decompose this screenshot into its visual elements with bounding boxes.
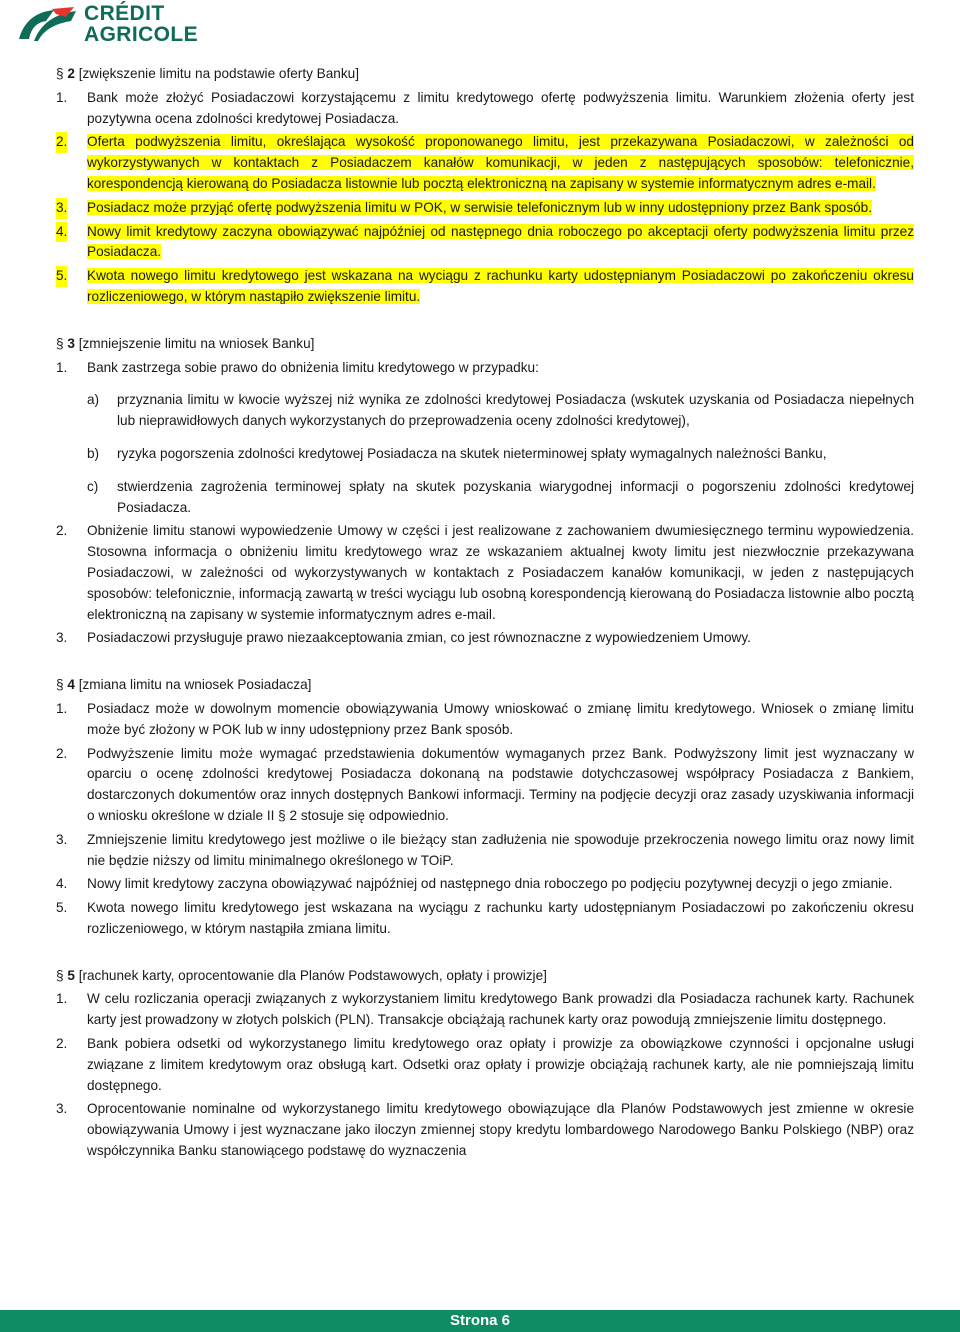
- list-item: [56, 88, 914, 130]
- item-text: Nowy limit kredytowy zaczyna obowiązywać najpóźniej od następnego dnia roboczego po akceptacji oferty podwyższenia limitu przez Posiadacza.: [87, 223, 914, 260]
- section-number: 3: [67, 335, 75, 351]
- section-title: § 4 [zmiana limitu na wniosek Posiadacza]: [56, 677, 312, 693]
- list-item: [56, 358, 914, 379]
- item-number: 1.: [56, 700, 68, 716]
- credit-agricole-logo-icon: [16, 5, 78, 45]
- section-title-text: [zwiększenie limitu na podstawie oferty Banku]: [78, 66, 360, 81]
- item-text: Podwyższenie limitu może wymagać przedstawienia dokumentów wymaganych przez Bank. Podwyższony limit jest wyznaczany w oparciu o ocenę zdolności kredytowej Posiadacza dokonaną na podstawie dotychczasowej współpracy Posiadacza z Bankiem, dostarczonych dokumentów oraz innych dostępnych Bankowi informacji. Terminy na podjęcie decyzji oraz zasady uzyskiwania informacji o wniosku określone w dziale II § 2 stosuje się odpowiednio.: [87, 745, 914, 823]
- item-text: Oferta podwyższenia limitu, określająca wysokość proponowanego limitu, jest przekazywana Posiadaczowi, w zależności od wykorzystywanych w kontaktach z Posiadaczem kanałów komunikacji, w jeden z następujących sposobów: telefonicznie, korespondencją kierowaną do Posiadacza listownie lub pocztą elektroniczną na zapisany w systemie informatycznym adres e-mail.: [87, 134, 914, 191]
- section-title: § 3 [zmniejszenie limitu na wniosek Banku]: [56, 335, 315, 351]
- list-item: [56, 989, 914, 1031]
- section-3: [56, 334, 914, 649]
- item-number: 1.: [56, 359, 68, 375]
- list-item-highlighted: [56, 198, 914, 219]
- item-text: Nowy limit kredytowy zaczyna obowiązywać najpóźniej od następnego dnia roboczego po podjęciu pozytywnej decyzji o jego zmianie.: [87, 876, 893, 892]
- document-body: [56, 64, 914, 1162]
- section-number: 2: [67, 66, 75, 81]
- list-item: [56, 744, 914, 827]
- list-item: [56, 830, 914, 872]
- list-item-highlighted: [56, 266, 914, 308]
- section-2: [56, 64, 914, 308]
- item-number: 3.: [56, 1101, 68, 1117]
- item-text: Kwota nowego limitu kredytowego jest wskazana na wyciągu z rachunku karty udostępnianym Posiadaczowi po zakończeniu okresu rozliczeniowego, w którym nastąpiło zwiększenie limitu.: [87, 268, 914, 304]
- item-number: 4.: [56, 222, 67, 243]
- sub-item-letter: b): [87, 445, 100, 461]
- sub-item: [56, 444, 914, 465]
- section-number: 5: [67, 967, 75, 983]
- item-text: Obniżenie limitu stanowi wypowiedzenie Umowy w części i jest realizowane z zachowaniem dwumiesięcznego terminu wypowiedzenia. Stosowna informacja o obniżeniu limitu kredytowego wraz ze wskazaniem aktualnej kwoty limitu jest niezwłocznie przekazywana Posiadaczowi, w zależności od wykorzystywanych w kontaktach z Posiadaczem kanałów komunikacji, w jeden z następujących sposobów: telefonicznie, informacją zawartą w treści wyciągu lub osobną korespondencją kierowaną do Posiadacza listownie albo pocztą elektroniczną na zapisany w systemie informatycznym adres e-mail.: [87, 523, 914, 622]
- section-title: § 5 [rachunek karty, oprocentowanie dla Planów Podstawowych, opłaty i prowizje]: [56, 967, 547, 983]
- list-item-highlighted: [56, 222, 914, 264]
- item-text: Kwota nowego limitu kredytowego jest wskazana na wyciągu z rachunku karty udostępnianym Posiadaczowi po zakończeniu okresu rozliczeniowego, w którym nastąpiła zmiana limitu.: [87, 900, 914, 936]
- section-number: 4: [67, 677, 75, 693]
- section-title-text: [zmniejszenie limitu na wniosek Banku]: [78, 335, 315, 351]
- item-text: W celu rozliczania operacji związanych z wykorzystaniem limitu kredytowego Bank prowadzi dla Posiadacza rachunek karty. Rachunek karty jest prowadzony w złotych polskich (PLN). Transakcje obciążają rachunek karty oraz powodują zmniejszenie limitu dostępnego.: [87, 991, 914, 1028]
- item-number: 1.: [56, 89, 68, 105]
- brand-name: [84, 3, 198, 45]
- sub-item-text: stwierdzenia zagrożenia terminowej spłaty na skutek pozyskania wiarygodnej informacji o pogorszeniu zdolności kredytowej Posiadacza.: [117, 478, 914, 515]
- item-number: 3.: [56, 831, 68, 847]
- section-title-text: [zmiana limitu na wniosek Posiadacza]: [78, 677, 312, 693]
- brand-line-2: AGRICOLE: [84, 23, 199, 46]
- list-item: [56, 521, 914, 625]
- item-text: Posiadaczowi przysługuje prawo niezaakceptowania zmian, co jest równoznaczne z wypowiedzeniem Umowy.: [87, 630, 751, 646]
- item-number: 2.: [56, 132, 67, 153]
- list-item: [56, 699, 914, 741]
- sub-item: [56, 477, 914, 519]
- list-item: [56, 1099, 914, 1161]
- item-text: Posiadacz może przyjąć ofertę podwyższenia limitu w POK, w serwisie telefonicznym lub w inny udostępniony przez Bank sposób.: [87, 199, 873, 215]
- item-text: Oprocentowanie nominalne od wykorzystanego limitu kredytowego obowiązujące dla Planów Podstawowych jest zmienne w okresie obowiązywania Umowy i jest wyznaczane jako iloczyn zmiennej stopy kredytu lombardowego Narodowego Banku Polskiego (NBP) oraz współczynnika Banku stanowiącego podstawę do wyznaczenia: [87, 1101, 914, 1159]
- list-item: [56, 628, 914, 649]
- page-footer: [0, 1310, 960, 1332]
- page-number: Strona 6: [449, 1312, 510, 1329]
- list-item: [56, 898, 914, 940]
- item-number: 2.: [56, 1036, 68, 1052]
- sub-item-letter: c): [87, 478, 99, 494]
- list-item: [56, 1034, 914, 1096]
- section-4: [56, 675, 914, 940]
- sub-item-text: przyznania limitu w kwocie wyższej niż wynika ze zdolności kredytowej Posiadacza (wskutek uzyskania od Posiadacza niepełnych lub nieprawidłowych danych wykorzystanych do przeprowadzenia oceny zdolności kredytowej),: [117, 392, 914, 429]
- list-item: [56, 874, 914, 895]
- item-number: 5.: [56, 266, 67, 287]
- item-text: Posiadacz może w dowolnym momencie obowiązywania Umowy wnioskować o zmianę limitu kredytowego. Wniosek o zmianę limitu może być złożony w POK lub w inny udostępniony przez Bank sposób.: [87, 700, 914, 737]
- page-header: [16, 2, 256, 48]
- item-number: 2.: [56, 523, 68, 539]
- item-text: Bank zastrzega sobie prawo do obniżenia limitu kredytowego w przypadku:: [87, 359, 539, 375]
- sub-item-text: ryzyka pogorszenia zdolności kredytowej Posiadacza na skutek nieterminowej spłaty wymagalnych należności Banku,: [117, 445, 827, 461]
- item-number: 1.: [56, 991, 68, 1007]
- section-title-text: [rachunek karty, oprocentowanie dla Planów Podstawowych, opłaty i prowizje]: [78, 967, 547, 983]
- sub-item: [56, 390, 914, 432]
- section-title: § 2 [zwiększenie limitu na podstawie oferty Banku]: [56, 66, 360, 81]
- sub-item-letter: a): [87, 392, 100, 408]
- item-number: 3.: [56, 630, 68, 646]
- item-text: Bank pobiera odsetki od wykorzystanego limitu kredytowego oraz opłaty i prowizje za obowiązkowe czynności i opcjonalne usługi związane z limitem kredytowym oraz obsługą kart. Odsetki oraz opłaty i prowizje obciążają rachunek karty, ale nie pomniejszają limitu dostępnego.: [87, 1036, 914, 1093]
- item-text: Bank może złożyć Posiadaczowi korzystającemu z limitu kredytowego ofertę podwyższenia limitu. Warunkiem złożenia oferty jest pozytywna ocena zdolności kredytowej Posiadacza.: [87, 89, 914, 126]
- list-item-highlighted: [56, 132, 914, 194]
- item-number: 2.: [56, 745, 68, 761]
- item-number: 5.: [56, 900, 68, 916]
- item-number: 4.: [56, 876, 68, 892]
- section-5: [56, 966, 914, 1162]
- brand-line-1: CRÉDIT: [84, 2, 165, 25]
- item-text: Zmniejszenie limitu kredytowego jest możliwe o ile bieżący stan zadłużenia nie spowoduje przekroczenia nowego limitu oraz nowy limit nie będzie niższy od limitu minimalnego określonego w TOiP.: [87, 831, 914, 868]
- item-number: 3.: [56, 198, 67, 219]
